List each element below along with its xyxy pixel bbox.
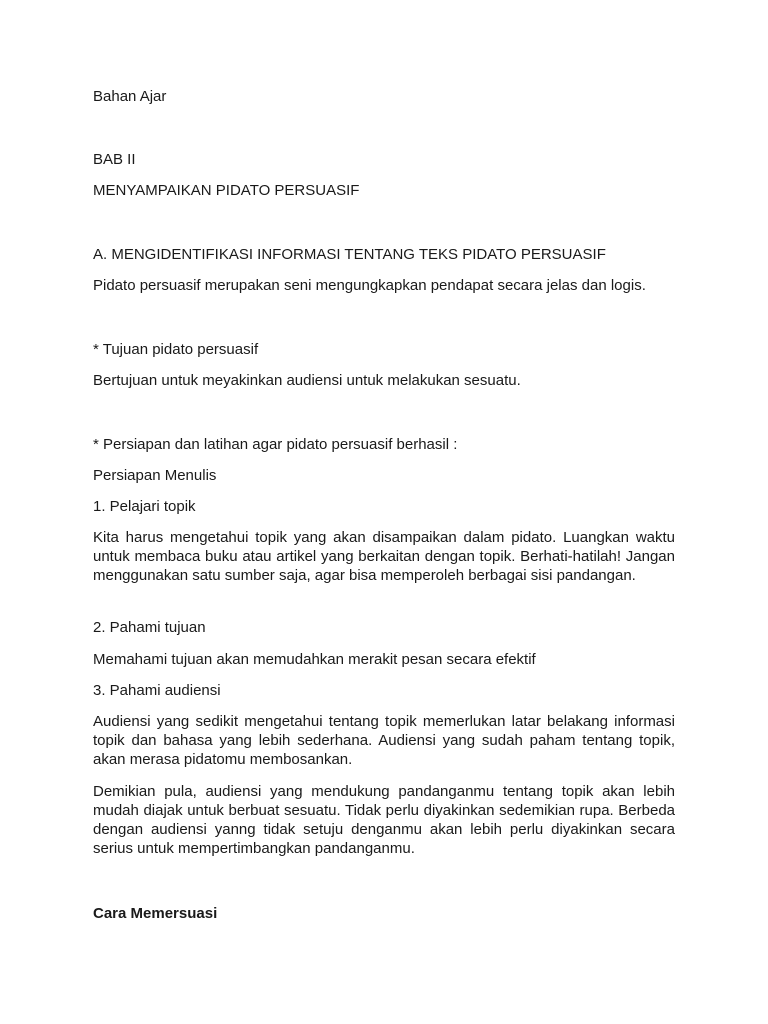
section-a-definition: Pidato persuasif merupakan seni mengungkapkan pendapat secara jelas dan logis. (93, 277, 646, 294)
tujuan-heading: * Tujuan pidato persuasif (93, 341, 259, 358)
step2-text: Memahami tujuan akan memudahkan merakit pesan secara efektif (93, 651, 536, 668)
step2-title: 2. Pahami tujuan (93, 619, 206, 636)
persiapan-menulis-heading: Persiapan Menulis (93, 467, 217, 484)
step3-title: 3. Pahami audiensi (93, 682, 221, 699)
step1-title: 1. Pelajari topik (93, 498, 196, 515)
step3-text-1: Audiensi yang sedikit mengetahui tentang topik memerlukan latar belakang informasi topik dan bahasa yang lebih sederhana. Audiensi yang sudah paham tentang topik, akan merasa pidatomu membosankan. (93, 713, 675, 768)
tujuan-text: Bertujuan untuk meyakinkan audiensi untuk melakukan sesuatu. (93, 372, 521, 389)
chapter-number: BAB II (93, 151, 136, 168)
persiapan-heading: * Persiapan dan latihan agar pidato persuasif berhasil : (93, 436, 458, 453)
cara-memersuasi-heading: Cara Memersuasi (93, 905, 218, 922)
step3-text-2: Demikian pula, audiensi yang mendukung pandanganmu tentang topik akan lebih mudah diajak untuk berbuat sesuatu. Tidak perlu diyakinkan sedemikian rupa. Berbeda dengan audiensi yanng tidak setuju denganmu akan lebih perlu diyakinkan secara serius untuk mempertimbangkan pandanganmu. (93, 783, 675, 857)
chapter-title: MENYAMPAIKAN PIDATO PERSUASIF (93, 182, 360, 199)
step1-text: Kita harus mengetahui topik yang akan disampaikan dalam pidato. Luangkan waktu untuk membaca buku atau artikel yang berkaitan dengan topik. Berhati-hatilah! Jangan menggunakan satu sumber saja, agar bisa memperoleh berbagai sisi pandangan. (93, 529, 675, 584)
document-label: Bahan Ajar (93, 88, 167, 105)
section-a-heading: A. MENGIDENTIFIKASI INFORMASI TENTANG TEKS PIDATO PERSUASIF (93, 246, 606, 263)
